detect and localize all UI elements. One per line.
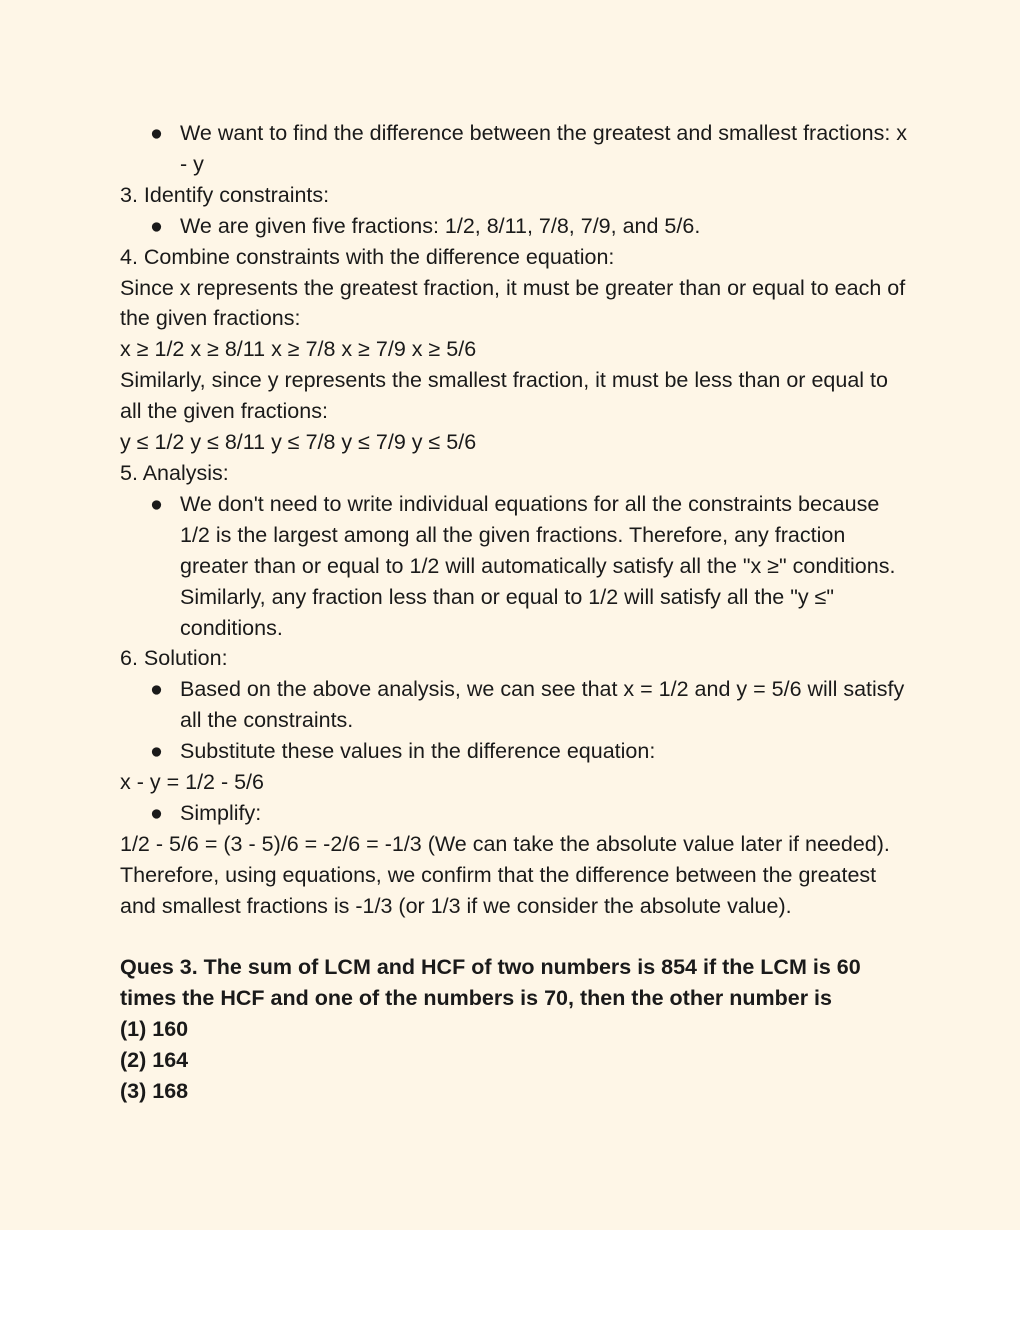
step-3-heading: 3. Identify constraints: [120, 182, 330, 207]
bullet-text: We are given five fractions: 1/2, 8/11, 7/8, 7/9, and 5/6. [180, 213, 701, 238]
question-3-text: Ques 3. The sum of LCM and HCF of two numbers is 854 if the LCM is 60 times the HCF and one of the numbers is 70, then the other number is [120, 955, 861, 1011]
bullet-text: We want to find the difference between the greatest and smallest fractions: x - y [180, 121, 908, 176]
question-3-option-3: (3) 168 [120, 1079, 189, 1104]
paragraph-conclusion: Therefore, using equations, we confirm that the difference between the greatest and smallest fractions is -1/3 (or 1/3 if we consider the absolute value). [120, 862, 877, 918]
bullet-text: Substitute these values in the difference equation: [180, 739, 656, 764]
step-4-heading: 4. Combine constraints with the difference equation: [120, 244, 615, 269]
paragraph-y-smallest: Similarly, since y represents the smallest fraction, it must be less than or equal to all the given fractions: [120, 368, 888, 424]
equation-difference: x - y = 1/2 - 5/6 [120, 770, 264, 795]
bullet-dot: ● [150, 800, 163, 825]
step-6-heading: 6. Solution: [120, 646, 228, 671]
bullet-item-substitute [120, 736, 910, 767]
bullet-dot: ● [150, 677, 163, 702]
step-5-heading: 5. Analysis: [120, 460, 229, 485]
bullet-dot: ● [150, 491, 163, 516]
question-3-option-2: (2) 164 [120, 1048, 189, 1073]
bullet-text: Simplify: [180, 800, 262, 825]
inequalities-y: y ≤ 1/2 y ≤ 8/11 y ≤ 7/8 y ≤ 7/9 y ≤ 5/6 [120, 430, 477, 455]
bullet-text: We don't need to write individual equations for all the constraints because 1/2 is the largest among all the given fractions. Therefore, any fraction greater than or equal to 1/2 will automatically satisfy all the "x ≥" conditions. Similarly, any fraction less than or equal to 1/2 will satisfy all the "y ≤" conditions. [180, 491, 896, 640]
bullet-dot: ● [150, 121, 163, 145]
bullet-item-analysis [120, 489, 910, 644]
bullet-item-given-fractions [120, 211, 910, 242]
inequalities-x: x ≥ 1/2 x ≥ 8/11 x ≥ 7/8 x ≥ 7/9 x ≥ 5/6 [120, 337, 477, 362]
bullet-dot: ● [150, 739, 163, 764]
question-3-option-1: (1) 160 [120, 1017, 189, 1042]
bullet-text: Based on the above analysis, we can see that x = 1/2 and y = 5/6 will satisfy all the constraints. [180, 677, 905, 733]
bullet-item-difference-goal [120, 118, 910, 180]
document-body [120, 118, 910, 1107]
blank-line [120, 922, 910, 953]
bullet-dot: ● [150, 213, 163, 238]
paragraph-x-greatest: Since x represents the greatest fraction, it must be greater than or equal to each of the given fractions: [120, 275, 906, 331]
bullet-item-simplify [120, 798, 910, 829]
paragraph-simplification: 1/2 - 5/6 = (3 - 5)/6 = -2/6 = -1/3 (We can take the absolute value later if needed). [120, 831, 890, 856]
bullet-item-solution [120, 674, 910, 736]
